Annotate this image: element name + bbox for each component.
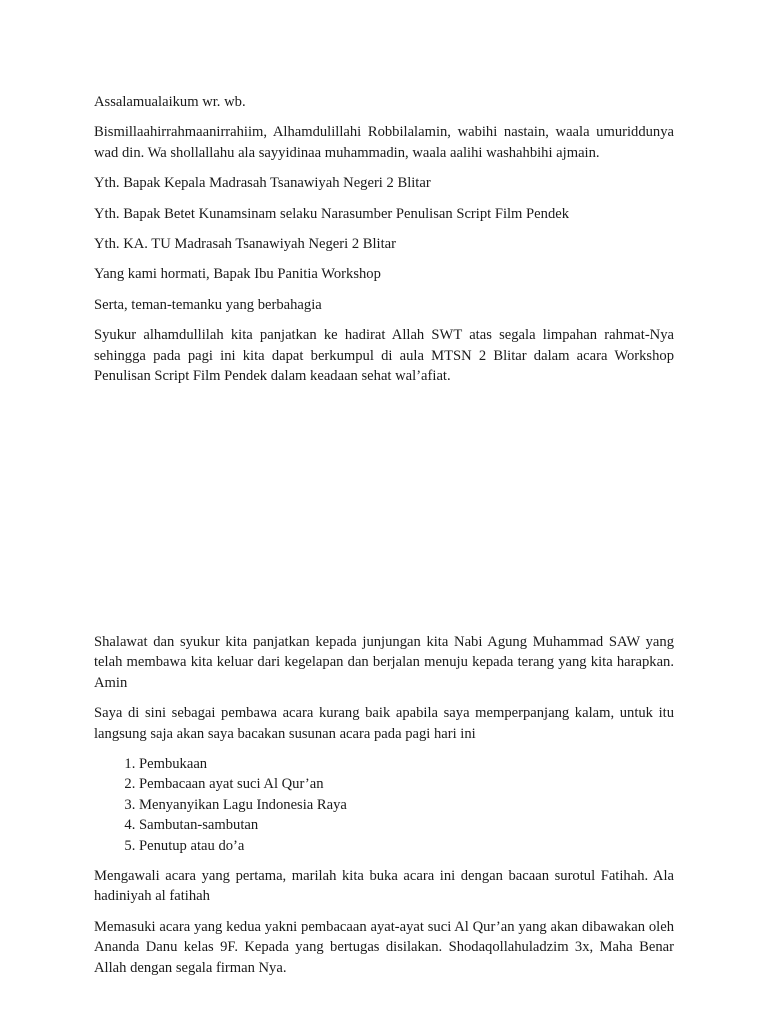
second-agenda-paragraph: Memasuki acara yang kedua yakni pembacaan ayat-ayat suci Al Qur’an yang akan dibawakan oleh Ananda Danu kelas 9F. Kepada yang bertugas disilakan. Shodaqollahuladzim 3x, Maha Benar Allah dengan segala firman Nya. — [94, 918, 674, 976]
opening-prayer: Bismillaahirrahmaanirrahiim, Alhamdulillahi Robbilalamin, wabihi nastain, waala umuriddunya wad din. Wa shollallahu ala sayyidinaa muhammadin, waala aalihi washahbihi ajmain. — [94, 124, 674, 161]
agenda-item: 5. Penutup atau do’a — [139, 836, 674, 856]
document-section-agenda — [94, 632, 674, 988]
agenda-intro-paragraph: Saya di sini sebagai pembawa acara kurang baik apabila saya memperpanjang kalam, untuk itu langsung saja akan saya bacakan susunan acara pada pagi hari ini — [94, 705, 674, 742]
salutation-line: Yang kami hormati, Bapak Ibu Panitia Workshop — [94, 266, 381, 283]
shalawat-paragraph: Shalawat dan syukur kita panjatkan kepada junjungan kita Nabi Agung Muhammad SAW yang telah membawa kita keluar dari kegelapan dan berjalan menuju kepada terang yang kita harapkan. Amin — [94, 634, 674, 691]
salutation-line: Yth. Bapak Betet Kunamsinam selaku Narasumber Penulisan Script Film Pendek — [94, 205, 570, 222]
gratitude-paragraph: Syukur alhamdullilah kita panjatkan ke hadirat Allah SWT atas segala limpahan rahmat-Nya sehingga pada pagi ini kita dapat berkumpul di aula MTSN 2 Blitar dalam acara Workshop Penulisan Script Film Pendek dalam keadaan sehat wal’afiat. — [94, 327, 674, 385]
salutation-line: Yth. KA. TU Madrasah Tsanawiyah Negeri 2 Blitar — [94, 236, 397, 253]
document-section-opening — [94, 92, 674, 396]
greeting: Assalamualaikum wr. wb. — [94, 94, 246, 110]
agenda-item: 3. Menyanyikan Lagu Indonesia Raya — [139, 795, 674, 815]
agenda-item: 1. Pembukaan — [139, 754, 674, 774]
first-agenda-paragraph: Mengawali acara yang pertama, marilah kita buka acara ini dengan bacaan surotul Fatihah. Ala hadiniyah al fatihah — [94, 868, 674, 905]
salutation-line: Yth. Bapak Kepala Madrasah Tsanawiyah Negeri 2 Blitar — [94, 175, 431, 192]
salutation-line: Serta, teman-temanku yang berbahagia — [94, 296, 322, 313]
agenda-list — [94, 754, 674, 856]
agenda-item: 2. Pembacaan ayat suci Al Qur’an — [139, 774, 674, 794]
agenda-item: 4. Sambutan-sambutan — [139, 815, 674, 835]
